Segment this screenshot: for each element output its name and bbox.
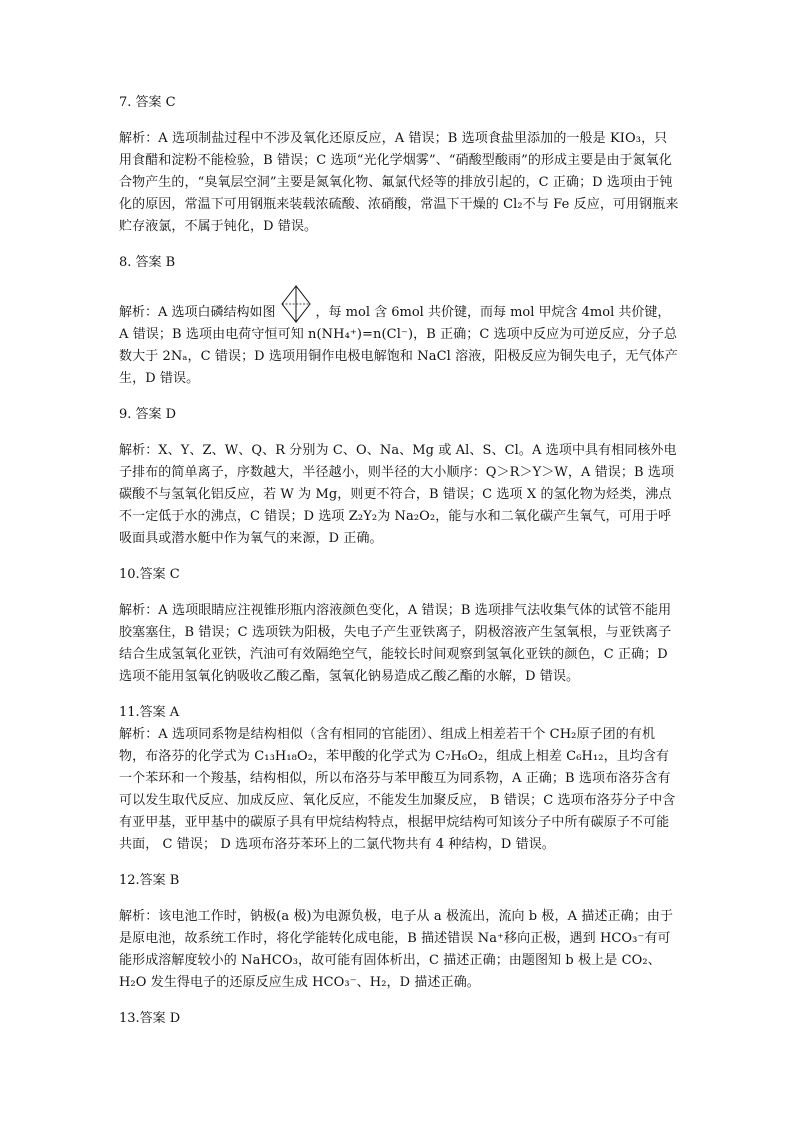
answer-8-analysis: A 错误；B 选项由电荷守恒可知 n(NH₄⁺)=n(Cl⁻)，B 正确；C 选项中反应为可逆反应，分子总数大于 2Nₐ，C 错误；D 选项用铜作电极电解饱和 NaCl 溶液，阳极反应为铜失电子，无气体产生，D 错误。 <box>119 327 678 386</box>
answer-9 <box>119 404 679 550</box>
answer-8 <box>119 252 679 390</box>
answer-10-head: 10.答案 C <box>119 567 180 582</box>
answer-13 <box>119 1008 679 1030</box>
answer-7-analysis: 解析：A 选项制盐过程中不涉及氧化还原反应，A 错误；B 选项食盐里添加的一般是 KIO₃，只用食醋和淀粉不能检验，B 错误；C 选项“光化学烟雾”、“硝酸型酸雨”的形成主要是由于氮氧化合物产生的，“臭氧层空洞”主要是氮氧化物、氟氯代烃等的排放引起的，C 正确；D 选项由于钝化的原因，常温下可用钢瓶来装载浓硫酸、浓硝酸，常温下干燥的 Cl₂不与 Fe 反应，可用钢瓶来贮存液氯，不属于钝化，D 错误。 <box>119 131 679 234</box>
answer-12-head: 12.答案 B <box>119 873 180 888</box>
answer-11-head: 11.答案 A <box>119 705 180 720</box>
answer-9-head: 9. 答案 D <box>119 407 177 422</box>
answer-8-analysis-pre: 解析：A 选项白磷结构如图 <box>119 305 276 320</box>
answer-12 <box>119 870 679 994</box>
answer-8-analysis-post: ，每 mol 含 6mol 共价键，而每 mol 甲烷含 4mol 共价键， <box>315 305 671 320</box>
answer-13-head: 13.答案 D <box>119 1011 181 1026</box>
answer-9-analysis: 解析：X、Y、Z、W、Q、R 分别为 C、O、Na、Mg 或 Al、S、Cl。A 选项中具有相同核外电子排布的简单离子，序数越大，半径越小，则半径的大小顺序：Q＞R＞Y＞W，A 错误；B 选项碳酸不与氢氧化铝反应，若 W 为 Mg，则更不符合，B 错误；C 选项 X 的氢化物为烃类，沸点不一定低于水的沸点，C 错误；D 选项 Z₂Y₂为 Na₂O₂，能与水和二氧化碳产生氧气，可用于呼吸面具或潜水艇中作为氧气的来源，D 正确。 <box>119 443 677 546</box>
answer-7-head: 7. 答案 C <box>119 95 176 110</box>
answer-page <box>119 92 679 1044</box>
answer-8-first-line <box>119 284 679 324</box>
answer-12-analysis: 解析：该电池工作时，钠极(a 极)为电源负极，电子从 a 极流出，流向 b 极，A 描述正确；由于是原电池，故系统工作时，将化学能转化成电能，B 描述错误 Na⁺移向正极，遇到 HCO₃⁻有可能形成溶解度较小的 NaHCO₃，故可能有固体析出，C 描述正确；由题图知 b 极上是 CO₂、H₂O 发生得电子的还原反应生成 HCO₃⁻、H₂，D 描述正确。 <box>119 909 674 990</box>
answer-7 <box>119 92 679 238</box>
white-phosphorus-tetrahedron-icon <box>278 284 314 324</box>
answer-11 <box>119 702 679 856</box>
answer-10 <box>119 564 679 688</box>
answer-10-analysis: 解析：A 选项眼睛应注视锥形瓶内溶液颜色变化，A 错误；B 选项排气法收集气体的试管不能用胶塞塞住，B 错误；C 选项铁为阳极，失电子产生亚铁离子，阴极溶液产生氢氧根，与亚铁离子结合生成氢氧化亚铁，汽油可有效隔绝空气，能较长时间观察到氢氧化亚铁的颜色，C 正确；D 选项不能用氢氧化钠吸收乙酸乙酯，氢氧化钠易造成乙酸乙酯的水解，D 错误。 <box>119 603 672 684</box>
answer-11-analysis: 解析：A 选项同系物是结构相似（含有相同的官能团）、组成上相差若干个 CH₂原子团的有机物，布洛芬的化学式为 C₁₃H₁₈O₂，苯甲酸的化学式为 C₇H₆O₂，组成上相差 C₆H₁₂，且均含有一个苯环和一个羧基，结构相似，所以布洛芬与苯甲酸互为同系物，A 正确；B 选项布洛芬含有可以发生取代反应、加成反应、氧化反应，不能发生加聚反应， B 错误；C 选项布洛芬分子中含有亚甲基，亚甲基中的碳原子具有甲烷结构特点，根据甲烷结构可知该分子中所有碳原子不可能共面， C 错误； D 选项布洛芬苯环上的二氯代物共有 4 种结构，D 错误。 <box>119 727 676 852</box>
answer-8-head: 8. 答案 B <box>119 255 176 270</box>
